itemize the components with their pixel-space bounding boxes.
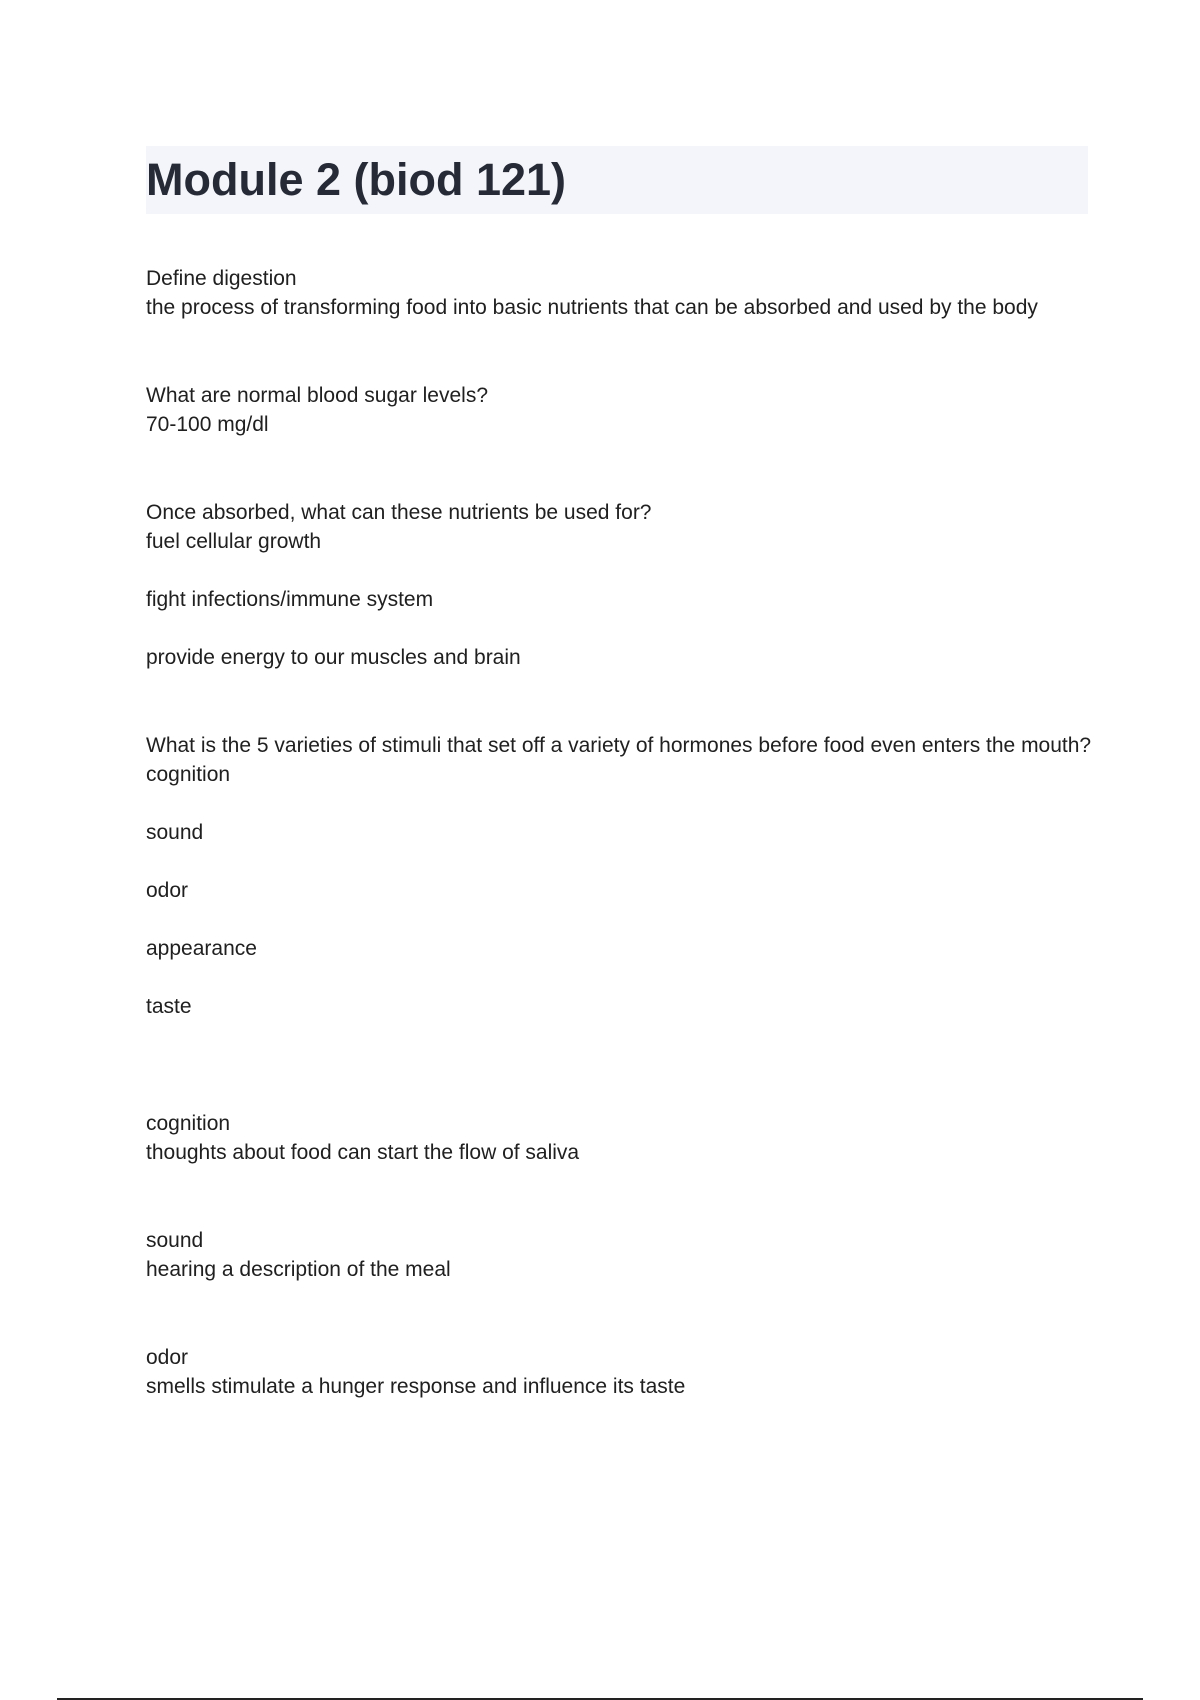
flashcard-list bbox=[146, 264, 1096, 1460]
card-answer bbox=[146, 410, 1096, 439]
answer-line: fuel cellular growth bbox=[146, 530, 322, 553]
card-term: Once absorbed, what can these nutrients be used for? bbox=[146, 501, 652, 524]
card-answer bbox=[146, 760, 1096, 1021]
answer-line: sound bbox=[146, 821, 204, 844]
card-term: What is the 5 varieties of stimuli that set off a variety of hormones before food even enters the mouth? bbox=[146, 734, 1092, 757]
flashcard bbox=[146, 1226, 1096, 1284]
card-answer bbox=[146, 1372, 1096, 1401]
card-answer bbox=[146, 293, 1096, 322]
flashcard bbox=[146, 264, 1096, 322]
card-term: cognition bbox=[146, 1112, 231, 1135]
flashcard bbox=[146, 1343, 1096, 1401]
answer-line: odor bbox=[146, 879, 189, 902]
card-term: odor bbox=[146, 1346, 189, 1369]
flashcard bbox=[146, 731, 1096, 1021]
answer-line: appearance bbox=[146, 937, 257, 960]
answer-line: cognition bbox=[146, 763, 231, 786]
card-term: Define digestion bbox=[146, 267, 297, 290]
answer-line: the process of transforming food into basic nutrients that can be absorbed and used by the body bbox=[146, 296, 1038, 319]
answer-line: smells stimulate a hunger response and influence its taste bbox=[146, 1375, 686, 1398]
card-answer bbox=[146, 527, 1096, 672]
card-term: What are normal blood sugar levels? bbox=[146, 384, 489, 407]
answer-line: fight infections/immune system bbox=[146, 588, 434, 611]
document-title: Module 2 (biod 121) bbox=[146, 154, 567, 205]
flashcard bbox=[146, 1109, 1096, 1167]
card-answer bbox=[146, 1138, 1096, 1167]
answer-line: hearing a description of the meal bbox=[146, 1258, 451, 1281]
card-answer bbox=[146, 1255, 1096, 1284]
flashcard bbox=[146, 381, 1096, 439]
flashcard bbox=[146, 498, 1096, 672]
card-term: sound bbox=[146, 1229, 204, 1252]
answer-line: 70-100 mg/dl bbox=[146, 413, 269, 436]
answer-line: provide energy to our muscles and brain bbox=[146, 646, 521, 669]
answer-line: thoughts about food can start the flow of saliva bbox=[146, 1141, 580, 1164]
answer-line: taste bbox=[146, 995, 192, 1018]
